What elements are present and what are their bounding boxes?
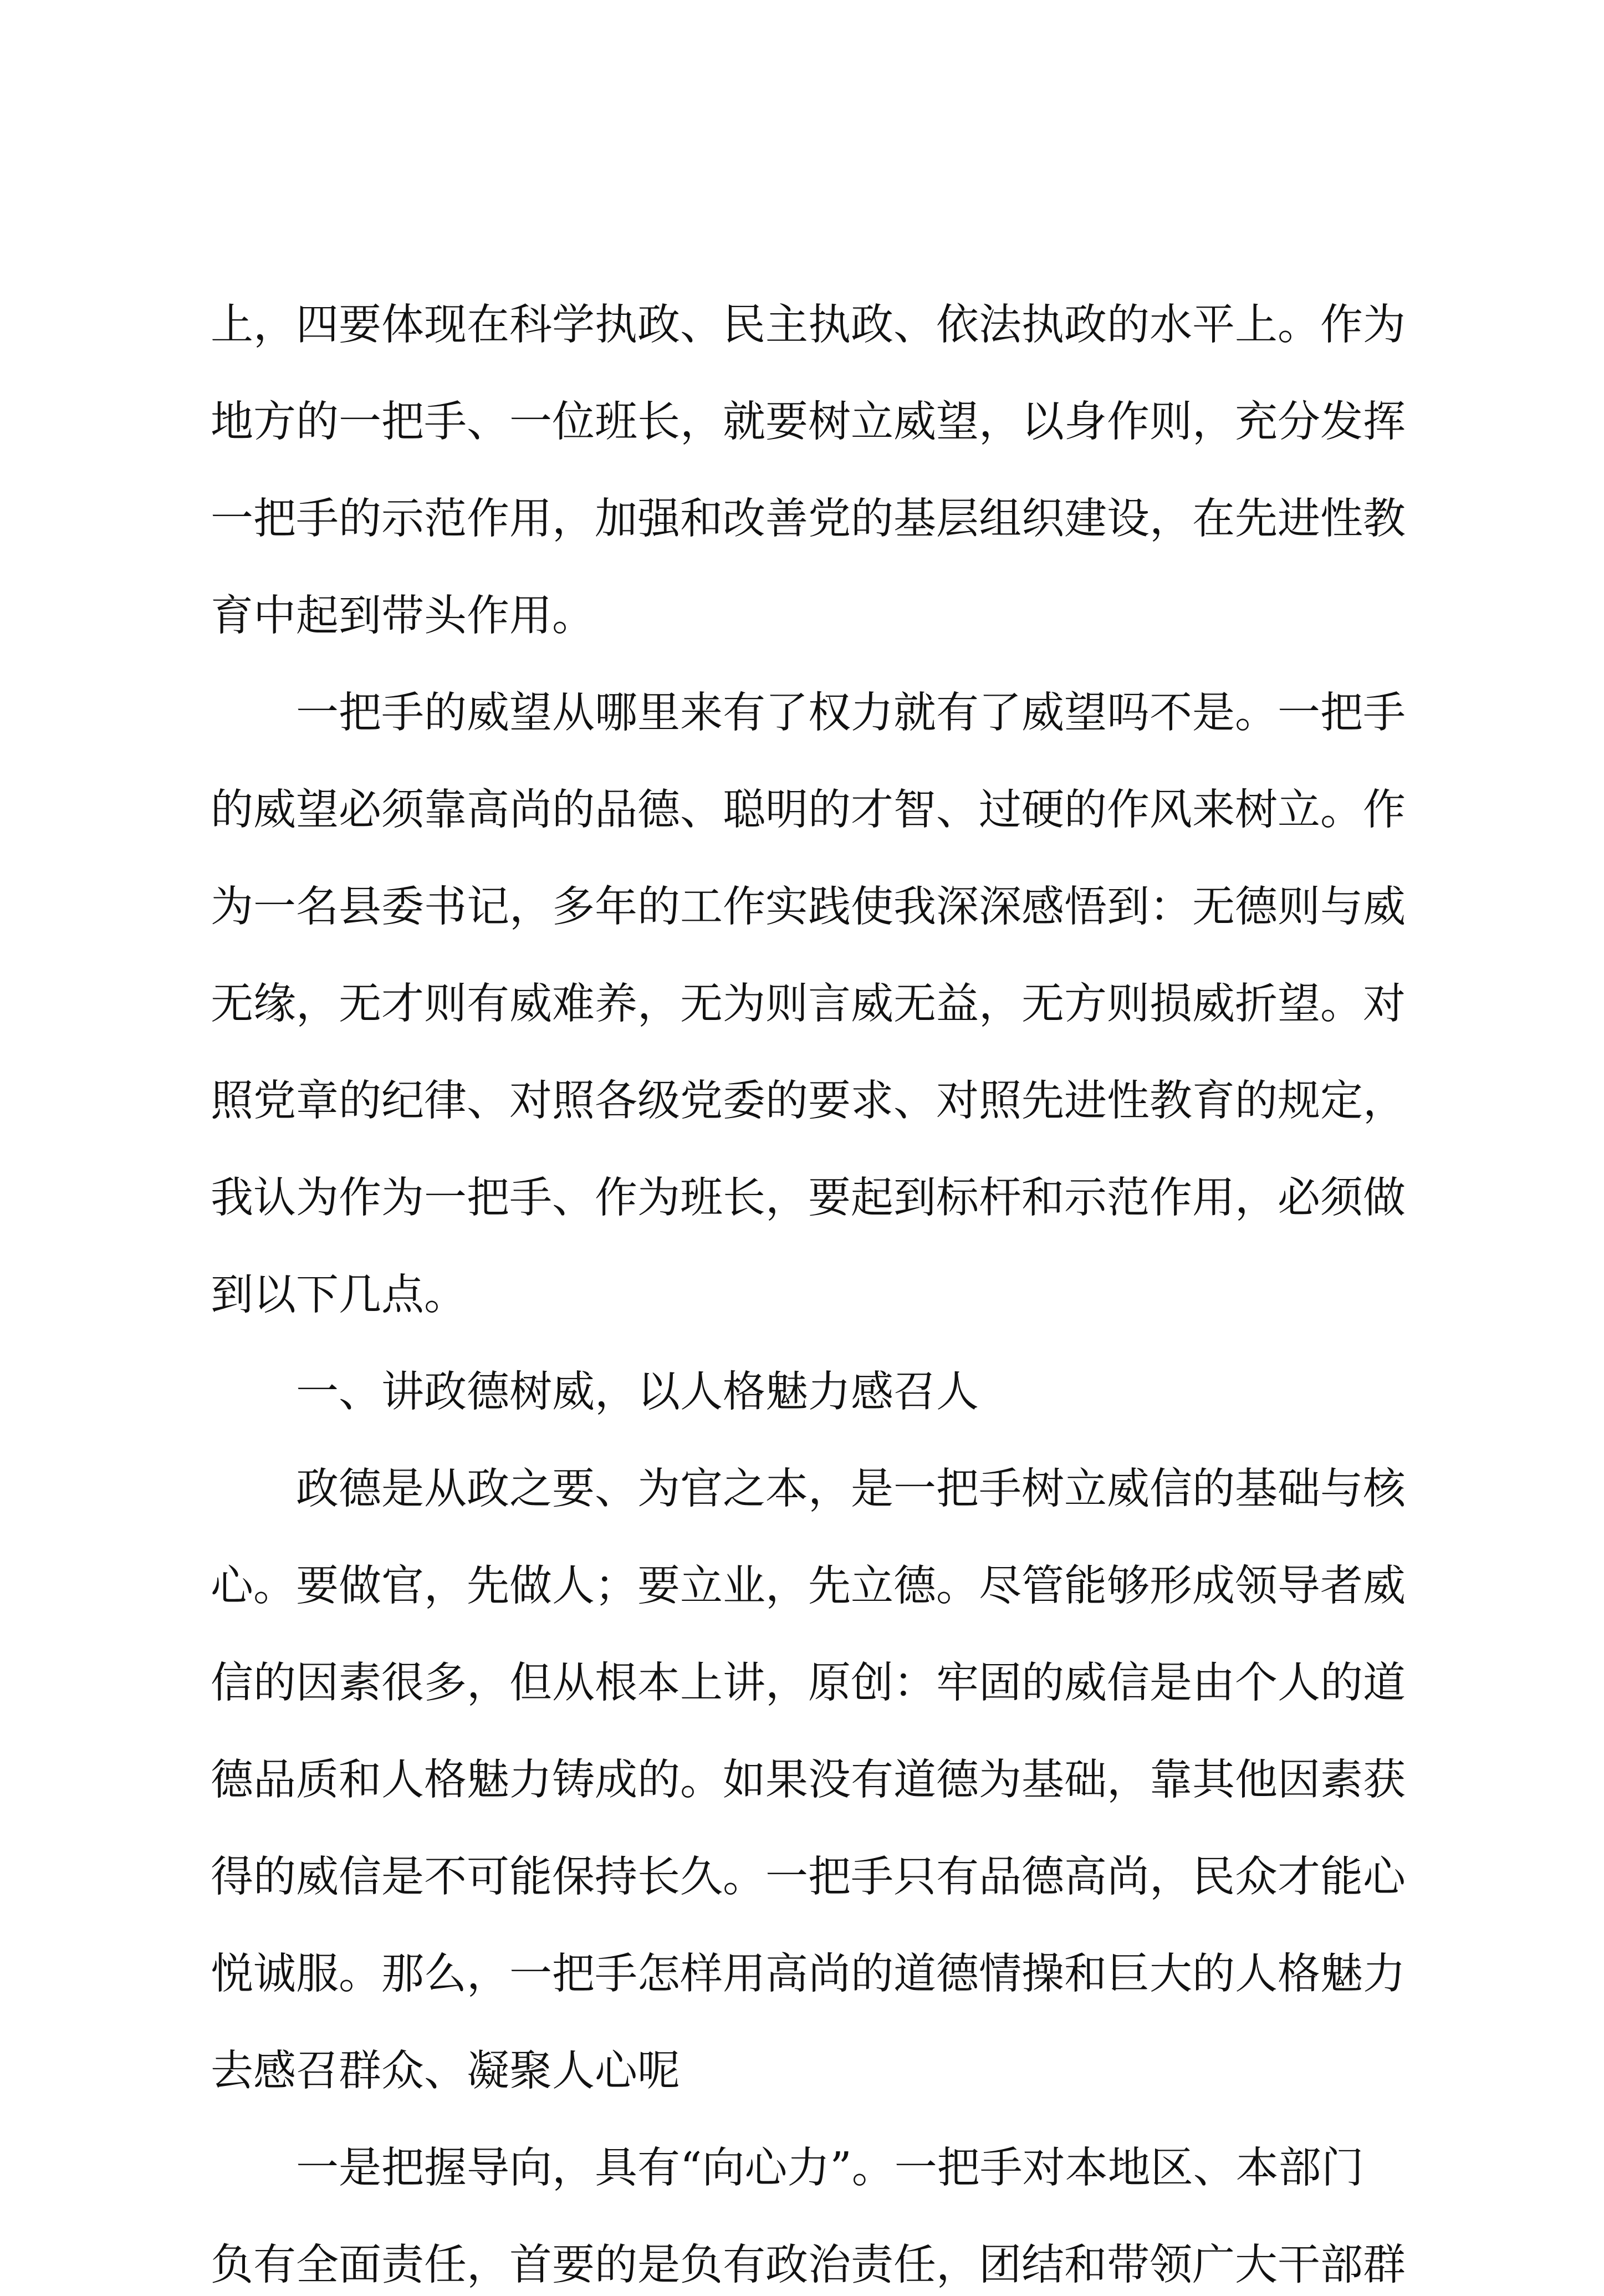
text-line: 得的威信是不可能保持长久。一把手只有品德高尚，民众才能心 [211, 1853, 1406, 1902]
text-line: 去感召群众、凝聚人心呢 [211, 2047, 680, 2096]
text-line: 政德是从政之要、为官之本，是一把手树立威信的基础与核 [296, 1465, 1406, 1514]
text-line: 的威望必须靠高尚的品德、聪明的才智、过硬的作风来树立。作 [211, 785, 1406, 835]
text-line: 我认为作为一把手、作为班长，要起到标杆和示范作用，必须做 [211, 1173, 1406, 1223]
text-line: 一是把握导向，具有“向心力”。一把手对本地区、本部门 [296, 2144, 1364, 2193]
text-line: 为一名县委书记，多年的工作实践使我深深感悟到：无德则与威 [211, 882, 1406, 932]
text-line: 一把手的示范作用，加强和改善党的基层组织建设，在先进性教 [211, 494, 1406, 544]
text-line: 照党章的纪律、对照各级党委的要求、对照先进性教育的规定， [211, 1076, 1406, 1126]
text-line: 到以下几点。 [211, 1271, 467, 1320]
section-heading: 一、讲政德树威，以人格魅力感召人 [296, 1368, 979, 1417]
text-line: 心。要做官，先做人；要立业，先立德。尽管能够形成领导者威 [211, 1562, 1406, 1611]
text-line: 育中起到带头作用。 [211, 591, 595, 641]
text-line: 一把手的威望从哪里来有了权力就有了威望吗不是。一把手 [296, 688, 1406, 738]
text-line: 无缘，无才则有威难养，无为则言威无益，无方则损威折望。对 [211, 979, 1406, 1029]
text-line: 负有全面责任，首要的是负有政治责任，团结和带领广大干部群 [211, 2241, 1406, 2290]
text-line: 上，四要体现在科学执政、民主执政、依法执政的水平上。作为 [211, 300, 1406, 350]
text-line: 悦诚服。那么，一把手怎样用高尚的道德情操和巨大的人格魅力 [211, 1950, 1406, 1999]
text-line: 地方的一把手、一位班长，就要树立威望，以身作则，充分发挥 [211, 397, 1406, 447]
text-line: 信的因素很多，但从根本上讲，原创：牢固的威信是由个人的道 [211, 1659, 1406, 1708]
text-line: 德品质和人格魅力铸成的。如果没有道德为基础，靠其他因素获 [211, 1756, 1406, 1805]
